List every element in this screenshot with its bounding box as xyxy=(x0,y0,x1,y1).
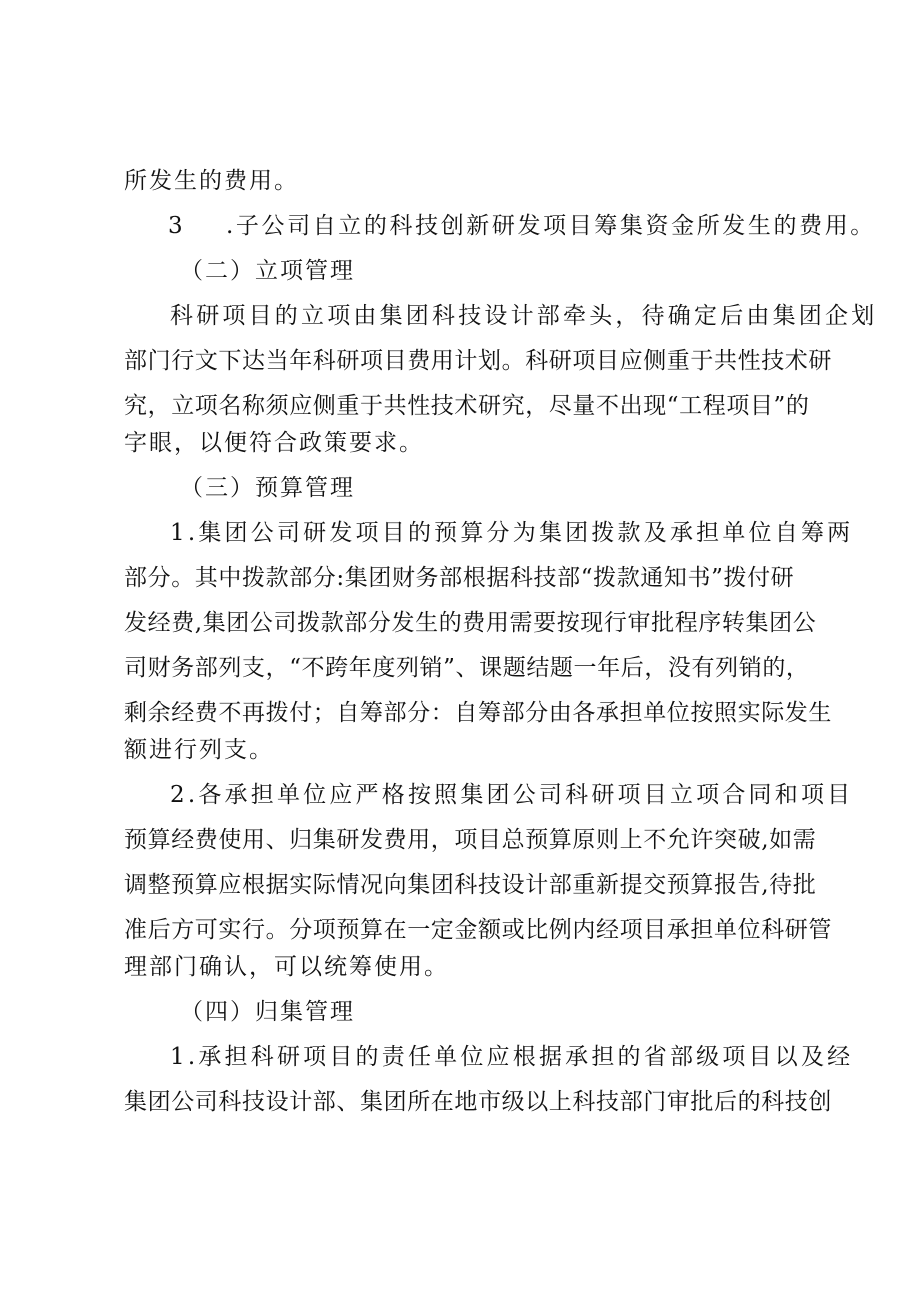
text-line: 司财务部列支，“不跨年度列销”、课题结题一年后，没有列销的， xyxy=(124,655,810,681)
text-line: 字眼，以便符合政策要求。 xyxy=(124,430,424,456)
text-line: 集团公司科技设计部、集团所在地市级以上科技部门审批后的科技创 xyxy=(124,1089,832,1115)
text-line: 发经费,集团公司拨款部分发生的费用需要按现行审批程序转集团公 xyxy=(124,610,817,636)
text-line: 理部门确认，可以统筹使用。 xyxy=(124,954,449,980)
section-heading: （三）预算管理 xyxy=(180,475,355,501)
text-line: 部门行文下达当年科研项目费用计划。科研项目应侧重于共性技术研 xyxy=(124,348,832,374)
text-line: 究，立项名称须应侧重于共性技术研究，尽量不出现“工程项目”的 xyxy=(124,393,810,419)
text-line: 1.承担科研项目的责任单位应根据承担的省部级项目以及经 xyxy=(170,1044,854,1070)
text-line: 1.集团公司研发项目的预算分为集团拨款及承担单位自筹两 xyxy=(170,520,854,546)
section-heading: （二）立项管理 xyxy=(180,258,355,284)
list-number: 3 xyxy=(168,213,183,239)
text-line: .子公司自立的科技创新研发项目筹集资金所发生的费用。 xyxy=(226,213,876,239)
text-line: 额进行列支。 xyxy=(124,737,274,763)
text-line: 部分。其中拨款部分:集团财务部根据科技部“拨款通知书”拨付研 xyxy=(124,565,795,591)
text-line: 2.各承担单位应严格按照集团公司科研项目立项合同和项目 xyxy=(170,782,854,808)
section-heading: （四）归集管理 xyxy=(180,999,355,1025)
text-line: 预算经费使用、归集研发费用，项目总预算原则上不允许突破,如需 xyxy=(124,827,817,853)
text-line: 所发生的费用。 xyxy=(124,168,299,194)
text-line: 科研项目的立项由集团科技设计部牵头，待确定后由集团企划 xyxy=(170,303,878,329)
text-line: 剩余经费不再拨付；自筹部分：自筹部分由各承担单位按照实际发生 xyxy=(124,700,832,726)
text-line: 调整预算应根据实际情况向集团科技设计部重新提交预算报告,待批 xyxy=(124,872,817,898)
text-line: 准后方可实行。分项预算在一定金额或比例内经项目承担单位科研管 xyxy=(124,917,832,943)
